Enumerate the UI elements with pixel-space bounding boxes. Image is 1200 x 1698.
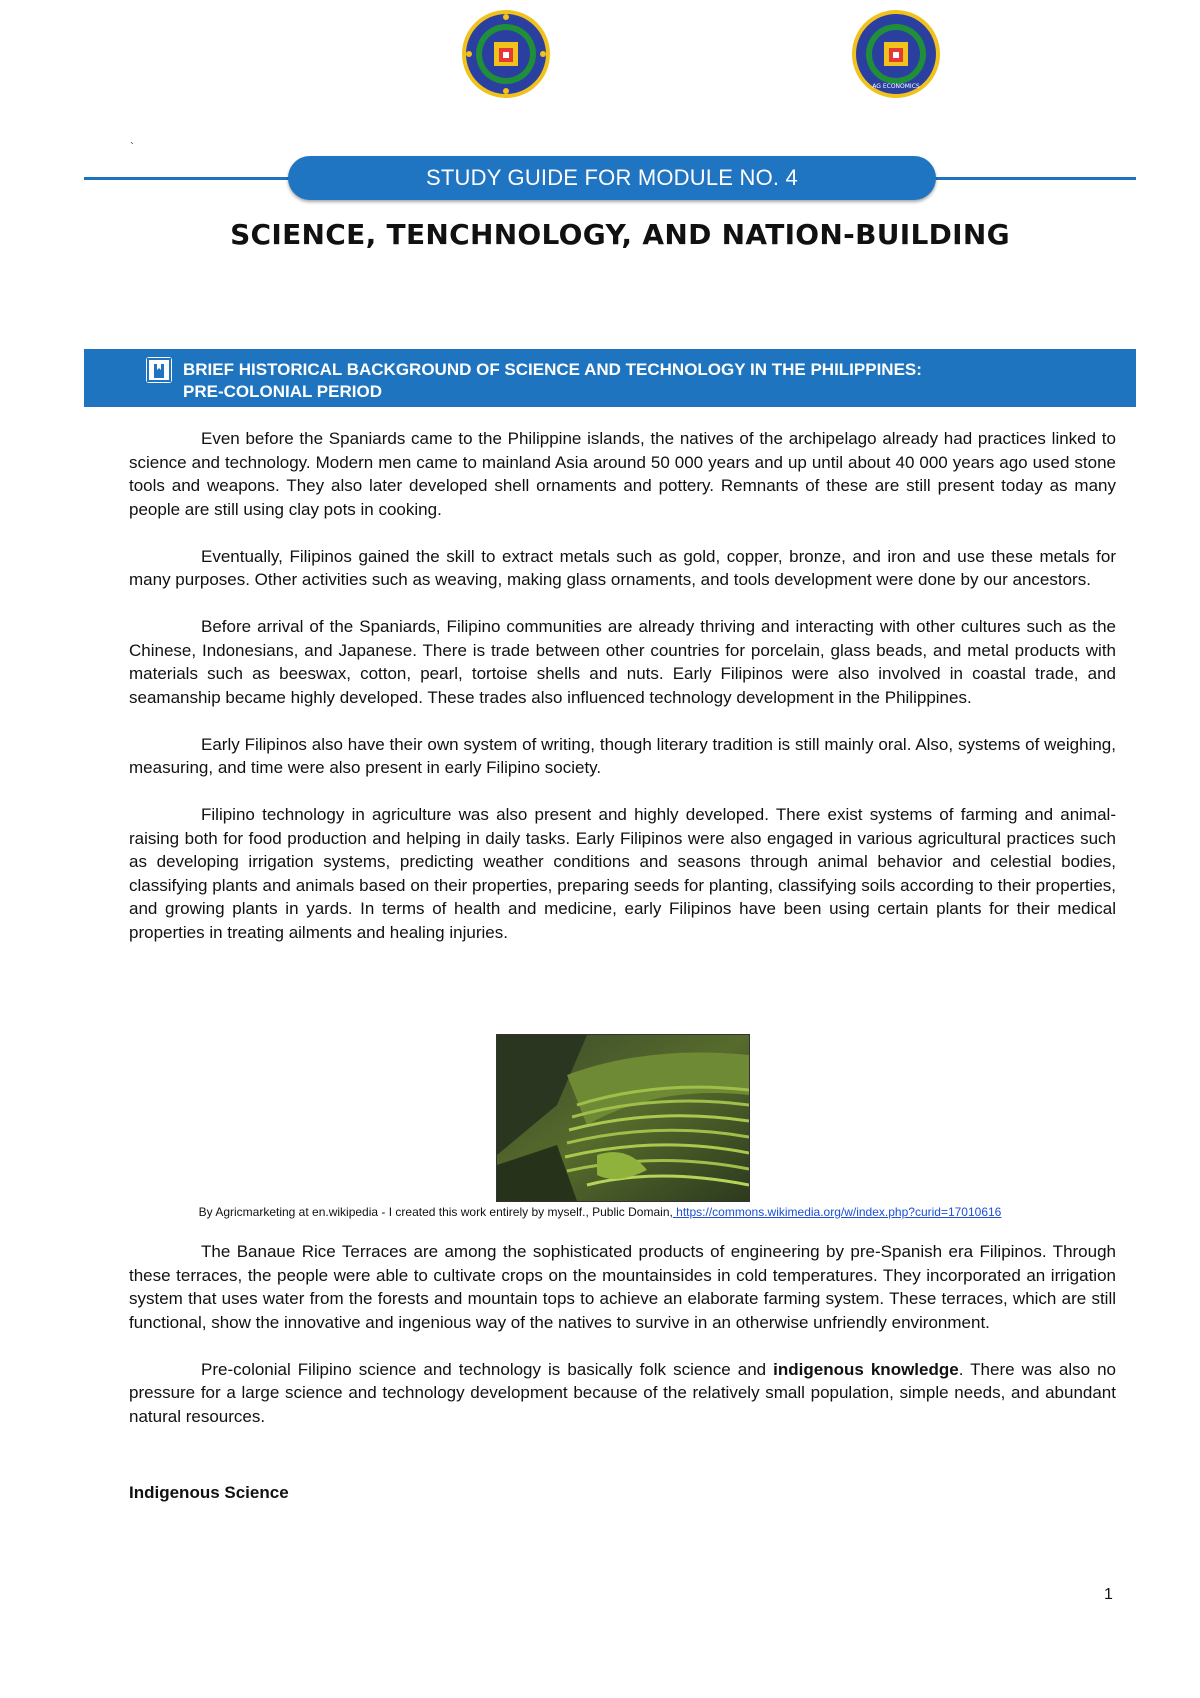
caption-link[interactable]: https://commons.wikimedia.org/w/index.php?curid=17010616	[672, 1205, 1002, 1219]
bold-term: indigenous knowledge	[773, 1359, 959, 1379]
page-number: 1	[1104, 1586, 1113, 1603]
section-header	[84, 349, 1136, 407]
module-banner: STUDY GUIDE FOR MODULE NO. 4	[288, 156, 936, 200]
stray-mark: `	[130, 140, 134, 154]
paragraph: Early Filipinos also have their own system of writing, though literary tradition is still mainly oral. Also, systems of weighing, measuring, and time were also present in early Filipino society.	[129, 734, 1116, 777]
paragraph: Before arrival of the Spaniards, Filipino communities are already thriving and interacting with other cultures such as the Chinese, Indonesians, and Japanese. There is trade between other countries for porcelain, glass beads, and metal products with materials such as beeswax, cotton, pearl, tortoise shells and nuts. Early Filipinos were also involved in coastal trade, and seamanship became highly developed. These trades also influenced technology development in the Philippines.	[129, 617, 1116, 707]
subheading: Indigenous Science	[129, 1483, 289, 1502]
section-title-line1: BRIEF HISTORICAL BACKGROUND OF SCIENCE AND TECHNOLOGY IN THE PHILIPPINES:	[183, 360, 922, 379]
page-title: SCIENCE, TENCHNOLOGY, AND NATION-BUILDING	[230, 218, 1010, 251]
figure-caption	[0, 1205, 1200, 1219]
paragraph-text: . There was also no pressure for a large science and technology development because of the relatively small population, simple needs, and abundant natural resources.	[129, 1359, 1117, 1426]
seal-text: AG ECONOMICS	[872, 83, 920, 90]
paragraph: The Banaue Rice Terraces are among the sophisticated products of engineering by pre-Spanish era Filipinos. Through these terraces, the people were able to cultivate crops on the mountainsides in cold temperatures. They incorporated an irrigation system that uses water from the forests and mountain tops to achieve an elaborate farming system. These terraces, which are still functional, show the innovative and ingenious way of the natives to survive in an otherwise unfriendly environment.	[129, 1242, 1116, 1332]
paragraph: Eventually, Filipinos gained the skill to extract metals such as gold, copper, bronze, and iron and use these metals for many purposes. Other activities such as weaving, making glass ornaments, and tools development were done by our ancestors.	[129, 546, 1116, 589]
university-seal-icon	[460, 8, 552, 100]
agricultural-economics-seal-icon	[850, 8, 942, 100]
section-title	[183, 359, 922, 403]
rice-terraces-photo	[496, 1034, 750, 1202]
body-text-top	[129, 427, 1116, 968]
book-bookmark-icon	[146, 357, 172, 383]
caption-text: By Agricmarketing at en.wikipedia - I created this work entirely by myself., Public Domain,	[198, 1205, 673, 1219]
paragraph-text: Pre-colonial Filipino science and technology is basically folk science and	[201, 1359, 774, 1379]
paragraph	[129, 1358, 1116, 1429]
body-text-bottom	[129, 1240, 1116, 1452]
paragraph: Even before the Spaniards came to the Philippine islands, the natives of the archipelago already had practices linked to science and technology. Modern men came to mainland Asia around 50 000 years and up until about 40 000 years ago used stone tools and weapons. They also later developed shell ornaments and pottery. Remnants of these are still present today as many people are still using clay pots in cooking.	[129, 429, 1116, 519]
section-title-line2: PRE-COLONIAL PERIOD	[183, 382, 382, 401]
paragraph: Filipino technology in agriculture was also present and highly developed. There exist systems of farming and animal-raising both for food production and helping in daily tasks. Early Filipinos were also engaged in various agricultural practices such as developing irrigation systems, predicting weather conditions and seasons through animal behavior and celestial bodies, classifying plants and animals based on their properties, preparing seeds for planting, classifying soils according to their properties, and growing plants in yards. In terms of health and medicine, early Filipinos have been using certain plants for their medical properties in treating ailments and healing injuries.	[129, 805, 1116, 942]
